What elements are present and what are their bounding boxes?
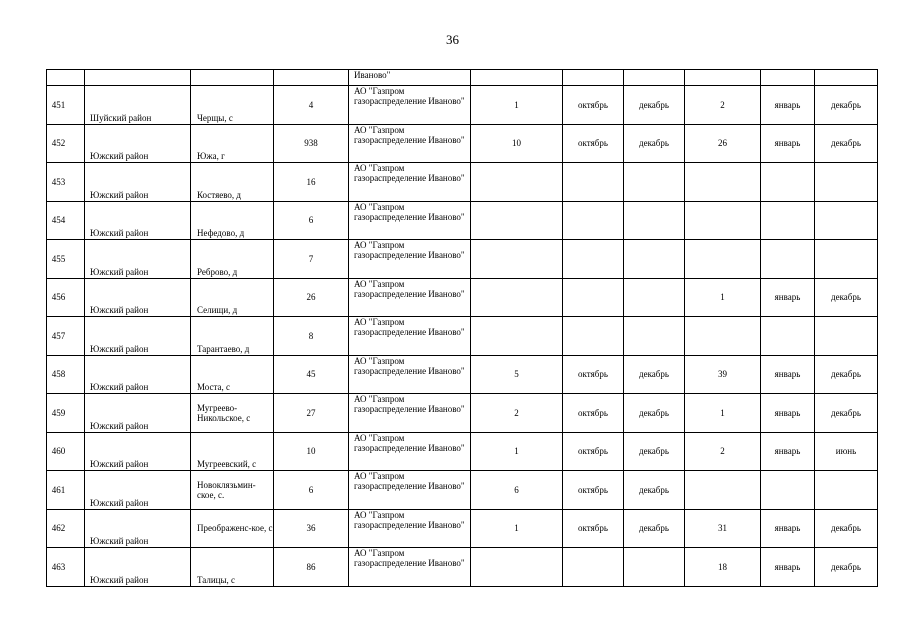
value-a-start-cell: октябрь — [563, 394, 624, 433]
value-a-start-cell — [563, 163, 624, 202]
value-a-cell: 10 — [471, 124, 563, 163]
count-cell: 8 — [274, 317, 349, 356]
locality-cell: Мугреевский, с — [191, 432, 274, 471]
row-number: 460 — [47, 432, 85, 471]
value-a-start-cell: октябрь — [563, 432, 624, 471]
continuation-row — [47, 70, 878, 86]
value-a-end-cell: декабрь — [624, 509, 685, 548]
value-a-start-cell — [563, 317, 624, 356]
value-b-start-cell — [761, 317, 815, 356]
row-number: 463 — [47, 548, 85, 587]
row-number: 451 — [47, 86, 85, 125]
table-row — [47, 163, 878, 202]
district-cell: Южский район — [85, 394, 191, 433]
value-b-start-cell: январь — [761, 355, 815, 394]
table-row — [47, 317, 878, 356]
value-b-end-cell — [815, 163, 878, 202]
value-b-end-cell: декабрь — [815, 548, 878, 587]
row-number: 452 — [47, 124, 85, 163]
value-a-start-cell: октябрь — [563, 509, 624, 548]
count-cell: 6 — [274, 471, 349, 510]
value-b-cell: 1 — [685, 394, 761, 433]
district-cell: Южский район — [85, 124, 191, 163]
value-a-start-cell — [563, 240, 624, 279]
table-row — [47, 355, 878, 394]
value-a-end-cell — [624, 278, 685, 317]
value-a-end-cell — [624, 317, 685, 356]
value-a-start-cell: октябрь — [563, 124, 624, 163]
locality-cell: Костяево, д — [191, 163, 274, 202]
value-b-end-cell — [815, 240, 878, 279]
organization-cell: АО "Газпром газораспределение Иваново" — [349, 355, 471, 394]
value-b-start-cell: январь — [761, 432, 815, 471]
value-b-start-cell: январь — [761, 86, 815, 125]
organization-cell: АО "Газпром газораспределение Иваново" — [349, 394, 471, 433]
table-row — [47, 471, 878, 510]
value-a-cell: 1 — [471, 86, 563, 125]
value-a-cell: 6 — [471, 471, 563, 510]
district-cell: Южский район — [85, 201, 191, 240]
locality-cell: Тарантаево, д — [191, 317, 274, 356]
count-cell: 16 — [274, 163, 349, 202]
table-row — [47, 548, 878, 587]
locality-cell: Талицы, с — [191, 548, 274, 587]
value-b-cell — [685, 471, 761, 510]
count-cell: 4 — [274, 86, 349, 125]
value-a-cell — [471, 278, 563, 317]
value-a-cell — [471, 201, 563, 240]
value-a-end-cell: декабрь — [624, 432, 685, 471]
row-number: 455 — [47, 240, 85, 279]
locality-cell: Мугреево-Никольское, с — [191, 394, 274, 433]
table-row — [47, 124, 878, 163]
value-a-start-cell — [563, 278, 624, 317]
table-row — [47, 394, 878, 433]
row-number: 456 — [47, 278, 85, 317]
value-a-start-cell: октябрь — [563, 471, 624, 510]
organization-cell: АО "Газпром газораспределение Иваново" — [349, 432, 471, 471]
value-b-end-cell — [815, 201, 878, 240]
row-number: 459 — [47, 394, 85, 433]
count-cell: 27 — [274, 394, 349, 433]
value-a-end-cell: декабрь — [624, 355, 685, 394]
value-b-start-cell: январь — [761, 394, 815, 433]
count-cell: 6 — [274, 201, 349, 240]
row-number: 458 — [47, 355, 85, 394]
row-number: 461 — [47, 471, 85, 510]
count-cell: 45 — [274, 355, 349, 394]
value-a-end-cell — [624, 548, 685, 587]
value-b-cell — [685, 163, 761, 202]
count-cell: 10 — [274, 432, 349, 471]
value-a-cell: 1 — [471, 509, 563, 548]
organization-cell: АО "Газпром газораспределение Иваново" — [349, 124, 471, 163]
org-cell: Иваново" — [349, 70, 471, 86]
count-cell: 938 — [274, 124, 349, 163]
gasification-table — [46, 69, 878, 587]
value-a-start-cell — [563, 201, 624, 240]
value-a-end-cell: декабрь — [624, 471, 685, 510]
value-a-cell — [471, 240, 563, 279]
value-b-end-cell: декабрь — [815, 124, 878, 163]
value-a-end-cell — [624, 240, 685, 279]
organization-cell: АО "Газпром газораспределение Иваново" — [349, 163, 471, 202]
value-a-end-cell — [624, 163, 685, 202]
count-cell: 36 — [274, 509, 349, 548]
value-b-cell: 31 — [685, 509, 761, 548]
table-row — [47, 201, 878, 240]
value-b-start-cell: январь — [761, 278, 815, 317]
organization-cell: АО "Газпром газораспределение Иваново" — [349, 278, 471, 317]
organization-cell: АО "Газпром газораспределение Иваново" — [349, 201, 471, 240]
value-a-cell: 1 — [471, 432, 563, 471]
value-a-end-cell — [624, 201, 685, 240]
district-cell: Южский район — [85, 240, 191, 279]
table-row — [47, 86, 878, 125]
locality-cell: Нефедово, д — [191, 201, 274, 240]
locality-cell: Селищи, д — [191, 278, 274, 317]
locality-cell: Южа, г — [191, 124, 274, 163]
organization-cell: АО "Газпром газораспределение Иваново" — [349, 548, 471, 587]
district-cell: Южский район — [85, 432, 191, 471]
value-b-end-cell: июнь — [815, 432, 878, 471]
value-a-start-cell: октябрь — [563, 86, 624, 125]
value-b-end-cell — [815, 317, 878, 356]
value-b-cell: 26 — [685, 124, 761, 163]
value-b-end-cell: декабрь — [815, 278, 878, 317]
row-number: 453 — [47, 163, 85, 202]
locality-cell: Преображенс-кое, с — [191, 509, 274, 548]
value-a-cell: 2 — [471, 394, 563, 433]
value-b-cell — [685, 317, 761, 356]
table-row — [47, 509, 878, 548]
count-cell: 26 — [274, 278, 349, 317]
row-number: 454 — [47, 201, 85, 240]
table-row — [47, 432, 878, 471]
district-cell: Южский район — [85, 509, 191, 548]
locality-cell: Реброво, д — [191, 240, 274, 279]
district-cell: Южский район — [85, 317, 191, 356]
organization-cell: АО "Газпром газораспределение Иваново" — [349, 86, 471, 125]
value-a-cell — [471, 163, 563, 202]
table-row — [47, 240, 878, 279]
value-b-start-cell: январь — [761, 124, 815, 163]
value-b-start-cell — [761, 240, 815, 279]
value-a-start-cell — [563, 548, 624, 587]
value-b-end-cell: декабрь — [815, 509, 878, 548]
district-cell: Шуйский район — [85, 86, 191, 125]
value-a-cell — [471, 317, 563, 356]
value-b-cell — [685, 240, 761, 279]
value-b-cell — [685, 201, 761, 240]
value-b-start-cell — [761, 163, 815, 202]
organization-cell: АО "Газпром газораспределение Иваново" — [349, 509, 471, 548]
value-b-end-cell — [815, 471, 878, 510]
value-a-cell: 5 — [471, 355, 563, 394]
row-number: 462 — [47, 509, 85, 548]
value-b-start-cell — [761, 471, 815, 510]
district-cell: Южский район — [85, 355, 191, 394]
row-number: 457 — [47, 317, 85, 356]
value-b-end-cell: декабрь — [815, 394, 878, 433]
district-cell: Южский район — [85, 278, 191, 317]
district-cell: Южский район — [85, 548, 191, 587]
value-b-cell: 1 — [685, 278, 761, 317]
value-b-cell: 2 — [685, 86, 761, 125]
organization-cell: АО "Газпром газораспределение Иваново" — [349, 471, 471, 510]
value-a-end-cell: декабрь — [624, 124, 685, 163]
value-b-start-cell — [761, 201, 815, 240]
value-b-start-cell: январь — [761, 548, 815, 587]
value-b-end-cell: декабрь — [815, 355, 878, 394]
count-cell: 86 — [274, 548, 349, 587]
value-a-start-cell: октябрь — [563, 355, 624, 394]
count-cell: 7 — [274, 240, 349, 279]
table-row — [47, 278, 878, 317]
district-cell: Южский район — [85, 471, 191, 510]
value-a-end-cell: декабрь — [624, 394, 685, 433]
page-number: 36 — [446, 32, 459, 47]
value-b-cell: 39 — [685, 355, 761, 394]
value-b-cell: 2 — [685, 432, 761, 471]
value-a-cell — [471, 548, 563, 587]
organization-cell: АО "Газпром газораспределение Иваново" — [349, 240, 471, 279]
organization-cell: АО "Газпром газораспределение Иваново" — [349, 317, 471, 356]
value-b-start-cell: январь — [761, 509, 815, 548]
locality-cell: Новоклязьмин-ское, с. — [191, 471, 274, 510]
locality-cell: Моста, с — [191, 355, 274, 394]
value-b-end-cell: декабрь — [815, 86, 878, 125]
locality-cell: Черщы, с — [191, 86, 274, 125]
value-b-cell: 18 — [685, 548, 761, 587]
value-a-end-cell: декабрь — [624, 86, 685, 125]
district-cell: Южский район — [85, 163, 191, 202]
